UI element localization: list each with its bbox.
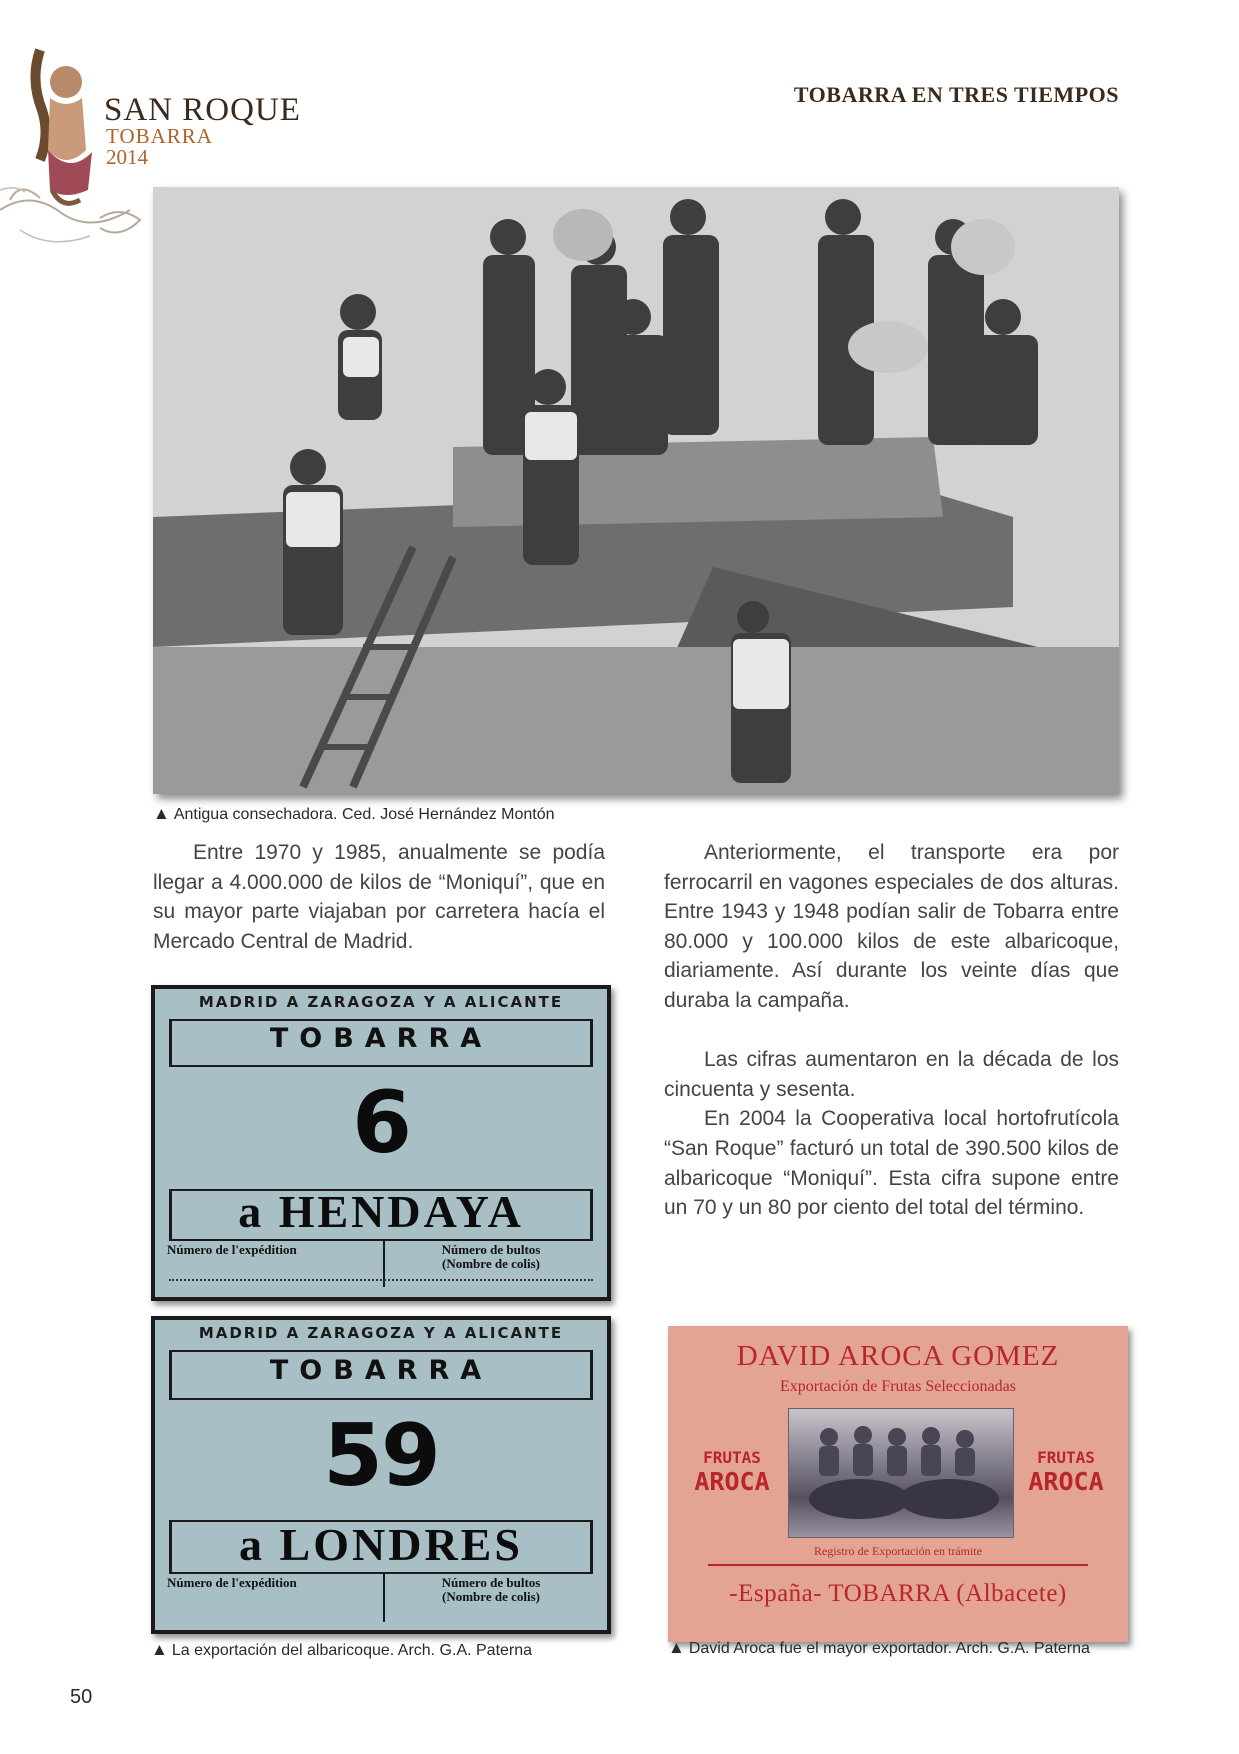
paragraph: Las cifras aumentaron en la década de los cincuenta y sesenta. <box>664 1048 1119 1101</box>
aroca-subtitle: Exportación de Frutas Seleccionadas <box>780 1378 1016 1395</box>
section-title: TOBARRA EN TRES TIEMPOS <box>793 82 1119 107</box>
ticket-expedition-label: Número de l'expédition <box>167 1242 297 1257</box>
aroca-name: DAVID AROCA GOMEZ <box>736 1340 1060 1372</box>
divider <box>169 1398 593 1400</box>
ticket-parcels-label: Número de bultos (Nombre de colis) <box>441 1575 541 1604</box>
logo-title: SAN ROQUE <box>104 92 301 128</box>
caption-triangle-icon: ▲ <box>668 1638 685 1657</box>
divider <box>169 1065 593 1067</box>
divider <box>169 1572 593 1574</box>
aroca-workers-photo <box>788 1408 1014 1538</box>
aroca-caption: ▲ David Aroca fue el mayor exportador. Arch. G.A. Paterna <box>668 1638 1090 1657</box>
frutas-aroca-left: FRUTAS AROCA <box>694 1448 770 1496</box>
ticket-town: TOBARRA <box>269 1023 493 1054</box>
caption-triangle-icon: ▲ <box>151 1640 168 1659</box>
aroca-place: -España- TOBARRA (Albacete) <box>729 1580 1067 1607</box>
harvester-photo-illustration <box>153 187 1119 794</box>
harvester-photo <box>153 187 1119 794</box>
caption-triangle-icon: ▲ <box>153 804 170 823</box>
photo-caption: ▲ Antigua consechadora. Ced. José Hernández Montón <box>153 804 555 823</box>
frutas-aroca-right: FRUTAS AROCA <box>1028 1448 1104 1496</box>
ticket-destination: a LONDRES <box>239 1519 523 1570</box>
logo-year: 2014 <box>106 145 148 169</box>
text-column-right <box>664 838 1119 1223</box>
ticket-town: TOBARRA <box>269 1355 493 1386</box>
divider <box>708 1564 1088 1566</box>
ticket-number: 6 <box>352 1073 410 1173</box>
aroca-label <box>668 1326 1128 1642</box>
ticket-expedition-label: Número de l'expédition <box>167 1575 297 1590</box>
ticket-route: MADRID A ZARAGOZA Y A ALICANTE <box>198 1324 564 1342</box>
dotted-line <box>169 1279 593 1281</box>
ticket-destination: a HENDAYA <box>238 1186 524 1237</box>
tickets-caption: ▲ La exportación del albaricoque. Arch. G.A. Paterna <box>151 1640 533 1659</box>
ticket-route: MADRID A ZARAGOZA Y A ALICANTE <box>198 993 564 1011</box>
text-column-left <box>153 838 605 956</box>
divider <box>169 1239 593 1241</box>
workers-illustration <box>789 1409 1013 1537</box>
paragraph: Anteriormente, el transporte era por ferrocarril en vagones especiales de dos alturas. Entre 1943 y 1948 podían salir de Tobarra entre 80.000 y 100.000 kilos de este albaricoque, diariamente. Así durante los veinte días que duraba la campaña. <box>664 841 1119 1012</box>
ticket-number: 59 <box>323 1406 439 1506</box>
page-number: 50 <box>70 1686 93 1708</box>
divider <box>383 1572 385 1622</box>
ticket-hendaya <box>151 985 611 1301</box>
aroca-registro: Registro de Exportación en trámite <box>814 1544 982 1558</box>
logo-town: TOBARRA <box>106 124 213 148</box>
paragraph: En 2004 la Cooperativa local hortofrutícola “San Roque” facturó un total de 390.500 kilos de albaricoque “Moniquí”. Esta cifra supone entre un 70 y un 80 por ciento del total del término. <box>664 1107 1119 1220</box>
ticket-londres <box>151 1316 611 1634</box>
paragraph: Entre 1970 y 1985, anualmente se podía llegar a 4.000.000 de kilos de “Moniquí”, que en su mayor parte viajaban por carretera hacía el Mercado Central de Madrid. <box>153 841 605 953</box>
ticket-parcels-label: Número de bultos (Nombre de colis) <box>441 1242 541 1271</box>
